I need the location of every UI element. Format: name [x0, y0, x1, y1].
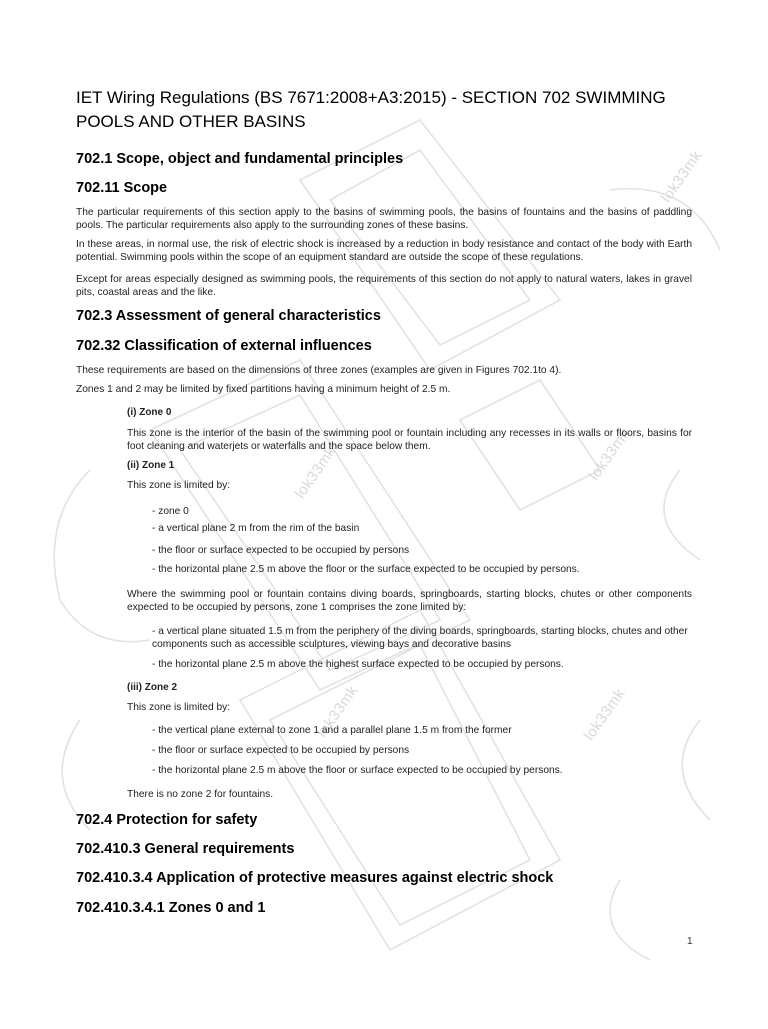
section-heading-702-1: 702.1 Scope, object and fundamental principles — [76, 151, 404, 167]
watermark-text: lok33mk — [585, 425, 634, 484]
zone-0-heading: (i) Zone 0 — [127, 407, 172, 418]
section-heading-702-410-3-4-1: 702.410.3.4.1 Zones 0 and 1 — [76, 900, 266, 916]
section-heading-702-4: 702.4 Protection for safety — [76, 812, 258, 828]
classification-paragraph-2: Zones 1 and 2 may be limited by fixed partitions having a minimum height of 2.5 m. — [76, 384, 451, 395]
zone-2-item: - the floor or surface expected to be occupied by persons — [152, 745, 410, 756]
zone-1-item: - zone 0 — [152, 506, 189, 517]
zone-0-text: This zone is the interior of the basin of the swimming pool or fountain including any recesses in its walls or floors, basins for foot cleaning and waterjets or waterfalls and the space below them. — [127, 428, 692, 452]
classification-paragraph-1: These requirements are based on the dimensions of three zones (examples are given in Figures 702.1to 4). — [76, 365, 562, 376]
zone-1-item: - the floor or surface expected to be occupied by persons — [152, 545, 410, 556]
section-heading-702-3: 702.3 Assessment of general characteristics — [76, 308, 381, 324]
section-heading-702-32: 702.32 Classification of external influences — [76, 338, 372, 354]
section-heading-702-410-3: 702.410.3 General requirements — [76, 841, 295, 857]
watermark-text: lok33mk — [657, 147, 706, 206]
zone-2-heading: (iii) Zone 2 — [127, 682, 177, 693]
section-heading-702-410-3-4: 702.410.3.4 Application of protective measures against electric shock — [76, 870, 554, 886]
zone-1-item: - the horizontal plane 2.5 m above the floor or the surface expected to be occupied by persons. — [152, 564, 580, 575]
zone-2-item: - the vertical plane external to zone 1 and a parallel plane 1.5 m from the former — [152, 725, 512, 736]
section-heading-702-11: 702.11 Scope — [76, 180, 168, 196]
scope-paragraph-1: The particular requirements of this section apply to the basins of swimming pools, the basins of fountains and the basins of paddling pools. The particular requirements also apply to the surrounding zones of these basins. — [76, 207, 692, 231]
zone-1-heading: (ii) Zone 1 — [127, 460, 175, 471]
zone-1-intro: This zone is limited by: — [127, 480, 231, 491]
scope-paragraph-2: In these areas, in normal use, the risk of electric shock is increased by a reduction in body resistance and contact of the body with Earth potential. Swimming pools within the scope of an equipment standard are outside the scope of these regulations. — [76, 239, 692, 263]
zone-1-diving-item: - the horizontal plane 2.5 m above the highest surface expected to be occupied by persons. — [152, 659, 564, 670]
watermark-text: lok33mk — [580, 685, 629, 744]
watermark-text: lok33mk — [291, 443, 340, 502]
zone-1-item: - a vertical plane 2 m from the rim of the basin — [152, 523, 360, 534]
zone-2-fountains-note: There is no zone 2 for fountains. — [127, 789, 274, 800]
watermark-text: lok33mk — [313, 682, 362, 741]
page-number: 1 — [687, 936, 693, 947]
scope-paragraph-3: Except for areas especially designed as swimming pools, the requirements of this section do not apply to natural waters, lakes in gravel pits, coastal areas and the like. — [76, 274, 692, 298]
document-title: IET Wiring Regulations (BS 7671:2008+A3:2015) - SECTION 702 SWIMMING POOLS AND OTHER BASINS — [76, 88, 666, 131]
zone-1-diving-text: Where the swimming pool or fountain contains diving boards, springboards, starting blocks, chutes or other components expected to be occupied by persons, zone 1 comprises the zone limited by: — [127, 589, 692, 613]
zone-1-diving-item: - a vertical plane situated 1.5 m from the periphery of the diving boards, springboards, starting blocks, chutes and other components such as accessible sculptures, viewing bays and decorative basins — [152, 626, 688, 650]
zone-2-intro: This zone is limited by: — [127, 702, 231, 713]
zone-2-item: - the horizontal plane 2.5 m above the floor or surface expected to be occupied by persons. — [152, 765, 563, 776]
